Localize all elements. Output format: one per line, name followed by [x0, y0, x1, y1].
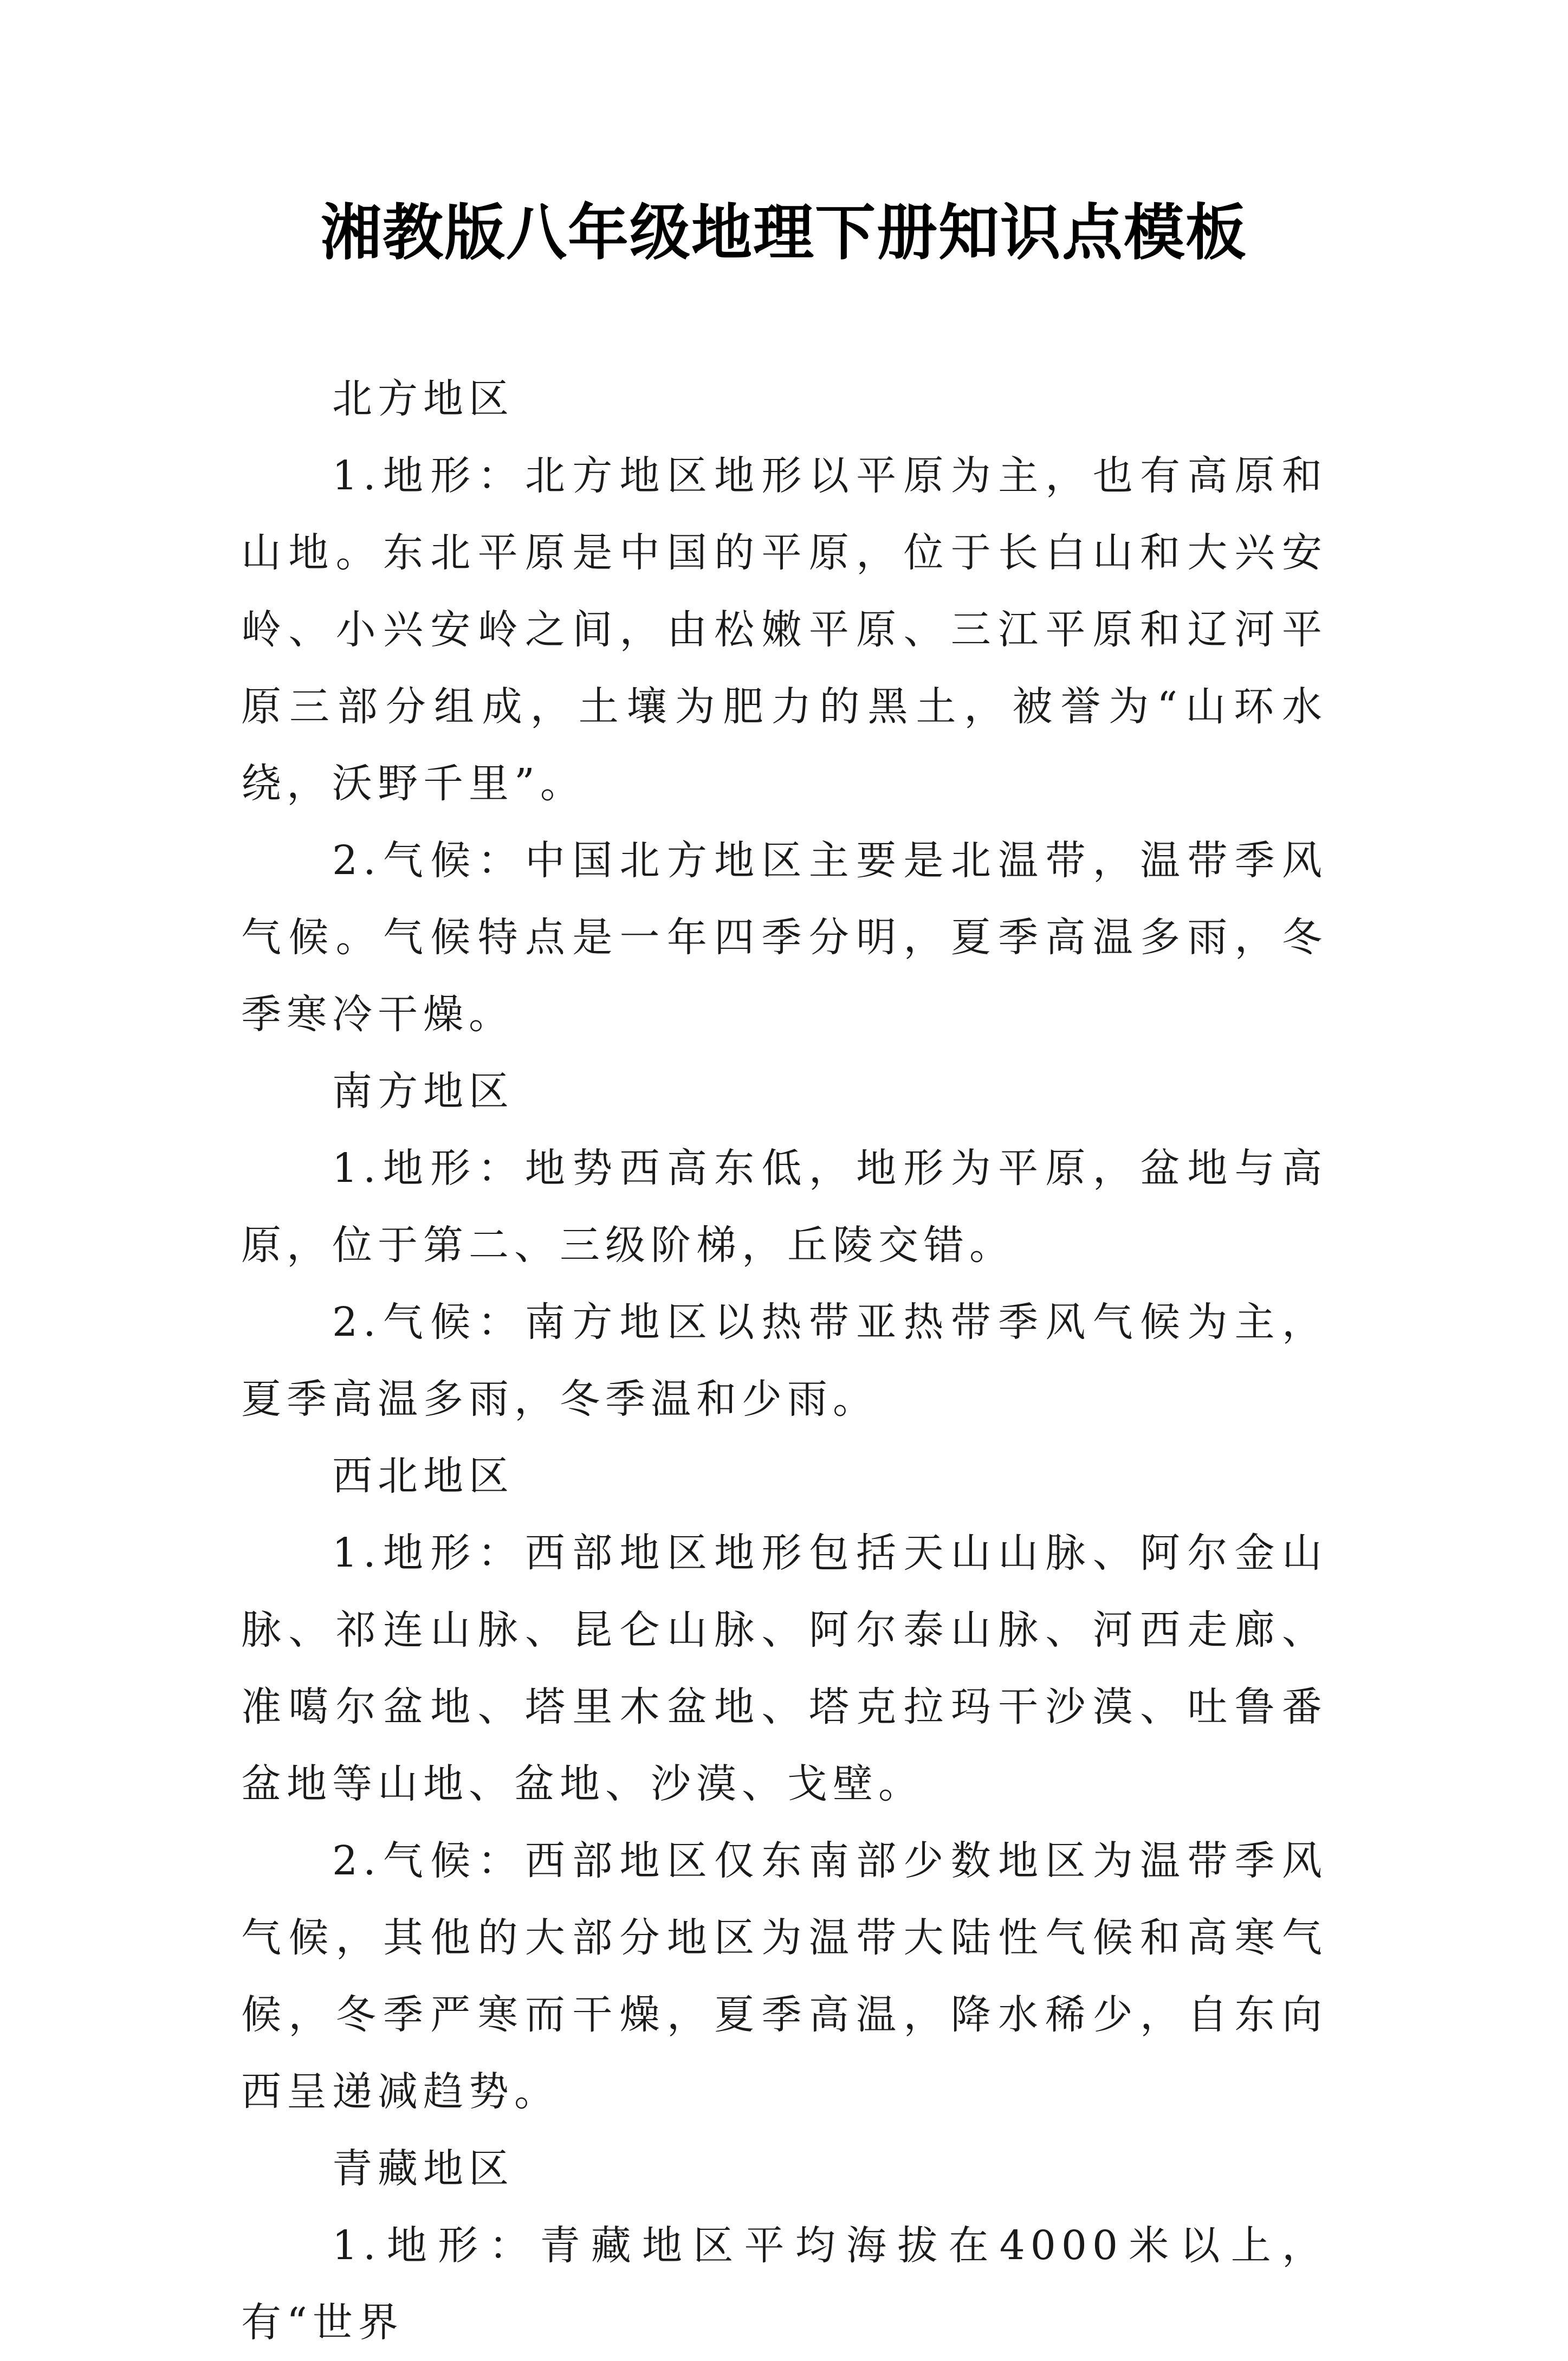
section-heading-north: 北方地区 [332, 376, 514, 422]
document-title: 湘教版八年级地理下册知识点模板 [321, 198, 1247, 268]
paragraph-south-terrain: 1.地形：地势西高东低，地形为平原，盆地与高原，位于第二、三级阶梯，丘陵交错。 [241, 1145, 1327, 1269]
section-heading-northwest: 西北地区 [332, 1453, 514, 1499]
paragraph-northwest-terrain: 1.地形：西部地区地形包括天山山脉、阿尔金山脉、祁连山脉、昆仑山脉、阿尔泰山脉、河西走廊、准噶尔盆地、塔里木盆地、塔克拉玛干沙漠、吐鲁番盆地等山地、盆地、沙漠、戈壁。 [241, 1530, 1327, 1807]
paragraph-north-climate: 2.气候：中国北方地区主要是北温带，温带季风气候。气候特点是一年四季分明，夏季高温多雨，冬季寒冷干燥。 [241, 837, 1327, 1038]
paragraph-northwest-climate: 2.气候：西部地区仅东南部少数地区为温带季风气候，其他的大部分地区为温带大陆性气候和高寒气候，冬季严寒而干燥，夏季高温，降水稀少，自东向西呈递减趋势。 [241, 1838, 1327, 2115]
section-heading-qingzang: 青藏地区 [332, 2145, 514, 2192]
paragraph-south-climate: 2.气候：南方地区以热带亚热带季风气候为主，夏季高温多雨，冬季温和少雨。 [241, 1299, 1327, 1422]
paragraph-qingzang-terrain: 1.地形：青藏地区平均海拔在4000米以上，有“世界 [241, 2222, 1327, 2346]
section-heading-south: 南方地区 [332, 1068, 514, 1115]
document-body [241, 360, 1327, 2361]
paragraph-north-terrain: 1.地形：北方地区地形以平原为主，也有高原和山地。东北平原是中国的平原，位于长白山和大兴安岭、小兴安岭之间，由松嫩平原、三江平原和辽河平原三部分组成，土壤为肥力的黑土，被誉为“山环水绕，沃野千里”。 [241, 452, 1327, 807]
